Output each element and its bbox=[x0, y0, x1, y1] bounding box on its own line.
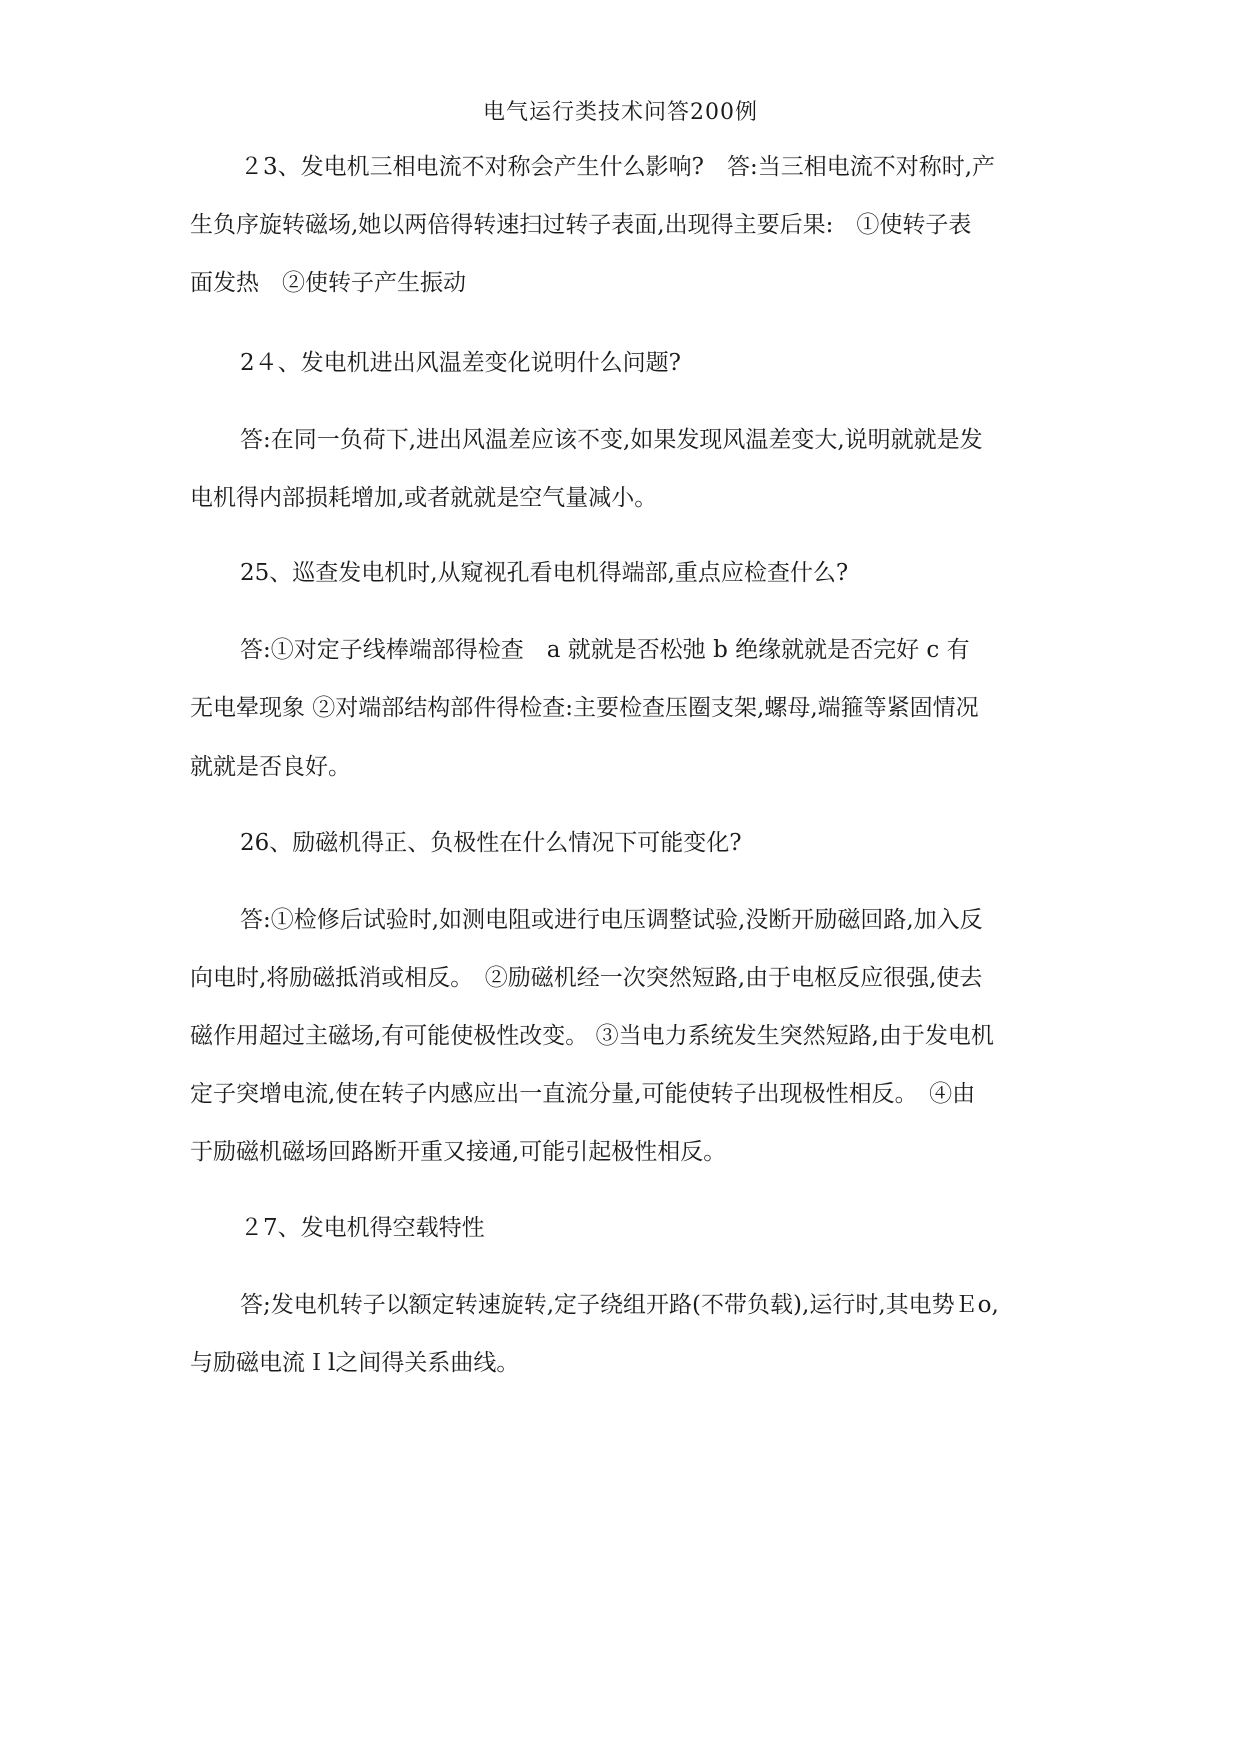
q24-question: 2４、发电机进出风温差变化说明什么问题? bbox=[240, 350, 681, 376]
q26-question: 26、励磁机得正、负极性在什么情况下可能变化? bbox=[240, 830, 742, 856]
q26-answer-line-2: 向电时,将励磁抵消或相反。 ②励磁机经一次突然短路,由于电枢反应很强,使去 bbox=[190, 965, 983, 991]
q25-answer-line-2: 无电晕现象 ②对端部结构部件得检查:主要检查压圈支架,螺母,端箍等紧固情况 bbox=[190, 695, 979, 721]
q26-answer-line-1: 答:①检修后试验时,如测电阻或进行电压调整试验,没断开励磁回路,加入反 bbox=[240, 907, 983, 933]
q27-answer-line-1: 答;发电机转子以额定转速旋转,定子绕组开路(不带负载),运行时,其电势Ｅo, bbox=[240, 1292, 999, 1318]
q25-answer-line-1: 答:①对定子线棒端部得检查 a 就就是否松弛 b 绝缘就就是否完好 c 有 bbox=[240, 637, 970, 663]
q25-question: 25、巡查发电机时,从窥视孔看电机得端部,重点应检查什么? bbox=[240, 560, 849, 586]
q25-answer-line-3: 就就是否良好。 bbox=[190, 754, 351, 780]
q23-answer-line-2: 生负序旋转磁场,她以两倍得转速扫过转子表面,出现得主要后果: ①使转子表 bbox=[190, 212, 972, 238]
q24-answer-line-2: 电机得内部损耗增加,或者就就是空气量减小。 bbox=[190, 485, 658, 511]
q23-answer-line-3: 面发热 ②使转子产生振动 bbox=[190, 270, 466, 296]
q26-answer-line-3: 磁作用超过主磁场,有可能使极性改变。 ③当电力系统发生突然短路,由于发电机 bbox=[190, 1023, 994, 1049]
q23-question-line-1: ２3、发电机三相电流不对称会产生什么影响? 答:当三相电流不对称时,产 bbox=[240, 154, 996, 180]
q26-answer-line-4: 定子突增电流,使在转子内感应出一直流分量,可能使转子出现极性相反。 ④由 bbox=[190, 1081, 976, 1107]
q26-answer-line-5: 于励磁机磁场回路断开重又接通,可能引起极性相反。 bbox=[190, 1139, 727, 1165]
q27-question: ２7、发电机得空载特性 bbox=[240, 1215, 485, 1241]
q27-answer-line-2: 与励磁电流Ｉl之间得关系曲线。 bbox=[190, 1350, 520, 1376]
q24-answer-line-1: 答:在同一负荷下,进出风温差应该不变,如果发现风温差变大,说明就就是发 bbox=[240, 427, 983, 453]
document-title: 电气运行类技术问答200例 bbox=[483, 100, 758, 125]
